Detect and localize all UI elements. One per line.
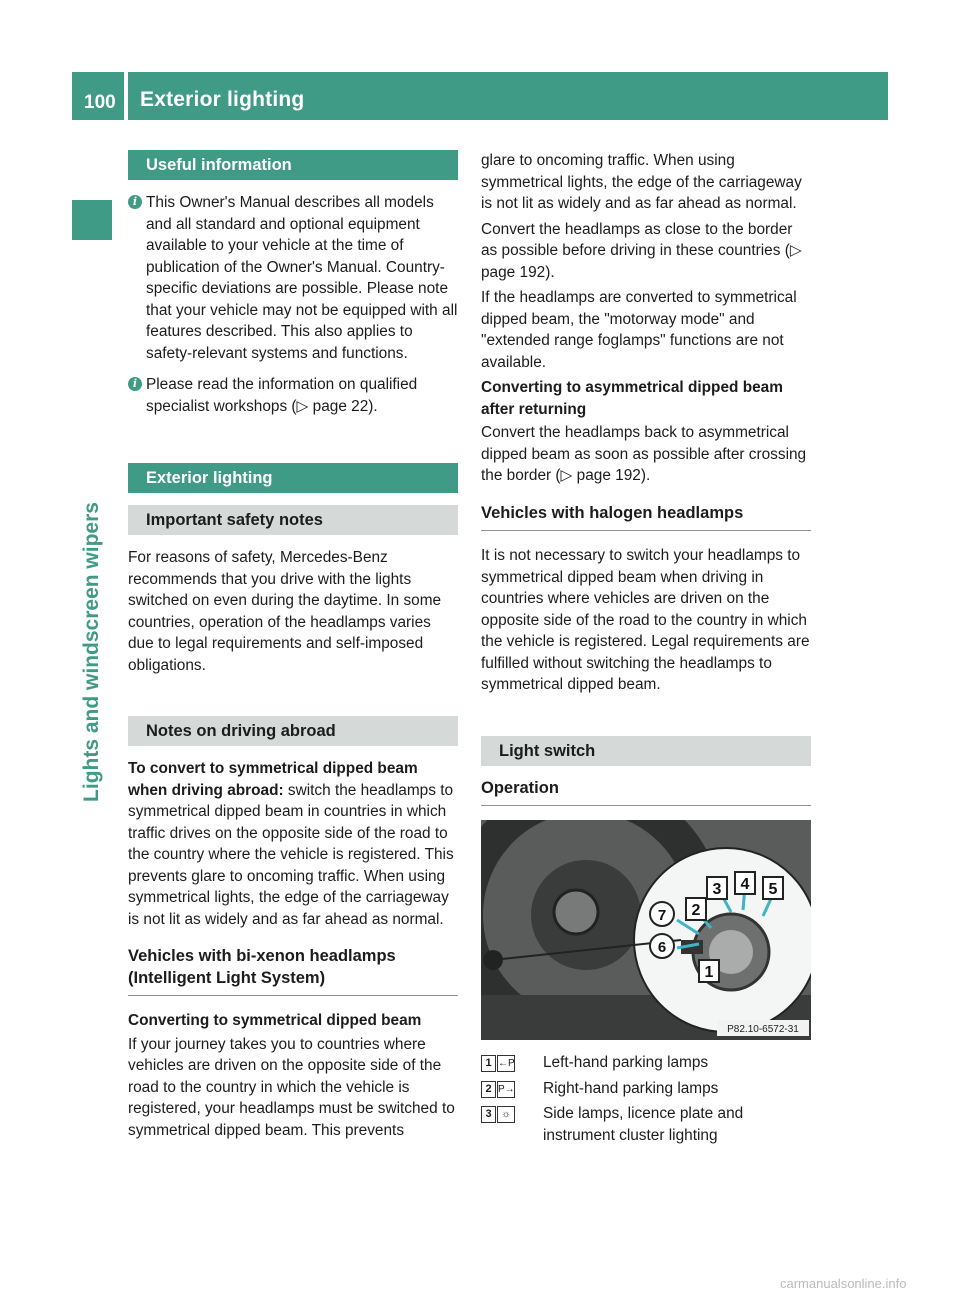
callout-1: 1 bbox=[704, 964, 714, 981]
dashboard-illustration bbox=[481, 820, 811, 1040]
callout-3: 3 bbox=[712, 881, 722, 898]
info-note bbox=[128, 374, 458, 417]
chapter-tab bbox=[72, 200, 112, 240]
symmetric-text: If the headlamps are converted to symmetrical dipped beam, the "motorway mode" and "extended range foglamps" functions are not available. bbox=[481, 289, 797, 371]
watermark: carmanualsonline.info bbox=[780, 1276, 907, 1291]
converting-asymmetrical-heading: Converting to asymmetrical dipped beam after returning bbox=[481, 379, 783, 418]
page-number: 100 bbox=[84, 92, 116, 113]
header-divider bbox=[124, 72, 128, 120]
legend-text: Right-hand parking lamps bbox=[543, 1079, 719, 1097]
safety-text: For reasons of safety, Mercedes-Benz recommends that you drive with the lights switched on even during the daytime. In some countries, operation of the headlamps varies due to legal requirements and self-imposed obligations. bbox=[128, 549, 442, 674]
left-column bbox=[128, 150, 458, 1145]
useful-information-heading: Useful information bbox=[128, 150, 458, 180]
exterior-lighting-heading: Exterior lighting bbox=[128, 463, 458, 493]
converting-asymmetrical-text: Convert the headlamps back to asymmetrical dipped beam as soon as possible after crossing the border (▷ page 192). bbox=[481, 424, 807, 484]
abroad-lead: To convert to symmetrical dipped beam when driving abroad: bbox=[128, 760, 418, 799]
right-column bbox=[481, 150, 811, 1150]
callout-2: 2 bbox=[691, 902, 701, 919]
operation-heading: Operation bbox=[481, 778, 811, 807]
legend-number: 3 bbox=[481, 1106, 496, 1123]
abroad-text: switch the headlamps to symmetrical dipped beam in countries in which traffic drives on the opposite side of the road to the country where the vehicle is registered. This prevents glare to oncoming traffic. When using symmetrical lights, the edge of the carriageway is not lit as widely and as far ahead as normal. bbox=[128, 781, 454, 928]
legend-number: 1 bbox=[481, 1055, 496, 1072]
info-text: This Owner's Manual describes all models and all standard and optional equipment available to your vehicle at the time of publication of the Owner's Manual. Country-specific deviations are possible. Please note that your vehicle may not be equipped with all features described. This also applies to safety-relevant systems and functions. bbox=[146, 194, 458, 362]
bixenon-heading: Vehicles with bi-xenon headlamps (Intelligent Light System) bbox=[128, 946, 458, 996]
info-note bbox=[128, 192, 458, 364]
halogen-text: It is not necessary to switch your headlamps to symmetrical dipped beam when driving in countries where vehicles are driven on the opposite side of the road to the country in which the vehicle is registered. Legal requirements are fulfilled without switching the headlamps to symmetrical dipped beam. bbox=[481, 547, 810, 693]
legend-number: 2 bbox=[481, 1081, 496, 1098]
chapter-label: Lights and windscreen wipers bbox=[80, 502, 103, 802]
info-icon: i bbox=[128, 195, 142, 209]
left-parking-lamp-icon: ←P bbox=[497, 1055, 515, 1072]
callout-6: 6 bbox=[657, 939, 667, 956]
side-lamps-icon: ☼ bbox=[497, 1106, 515, 1123]
driving-abroad-heading: Notes on driving abroad bbox=[128, 716, 458, 746]
callout-5: 5 bbox=[768, 881, 778, 898]
abroad-paragraph bbox=[128, 758, 458, 930]
light-switch-figure bbox=[481, 820, 811, 1040]
legend-item bbox=[481, 1103, 811, 1146]
page-title: Exterior lighting bbox=[140, 88, 305, 111]
safety-notes-heading: Important safety notes bbox=[128, 505, 458, 535]
figure-code: P82.10-6572-31 bbox=[727, 1024, 799, 1035]
legend-text: Left-hand parking lamps bbox=[543, 1054, 709, 1071]
callout-7: 7 bbox=[657, 907, 667, 924]
info-text: Please read the information on qualified specialist workshops (▷ page 22). bbox=[146, 376, 418, 415]
converting-symmetrical-heading: Converting to symmetrical dipped beam bbox=[128, 1012, 422, 1029]
callout-4: 4 bbox=[740, 876, 750, 893]
right-parking-lamp-icon: P→ bbox=[497, 1081, 515, 1098]
convert-border-text: Convert the headlamps as close to the border as possible before driving in these countries (▷ page 192). bbox=[481, 220, 802, 281]
legend-item bbox=[481, 1052, 811, 1074]
legend-item bbox=[481, 1078, 811, 1100]
halogen-heading: Vehicles with halogen headlamps bbox=[481, 503, 811, 532]
continued-text: glare to oncoming traffic. When using symmetrical lights, the edge of the carriageway is not lit as widely and as far ahead as normal. bbox=[481, 152, 802, 212]
converting-symmetrical-text: If your journey takes you to countries where vehicles are driven on the opposite side of the road to the country in which the vehicle is registered, your headlamps must be switched to symmetrical dipped beam. This prevents bbox=[128, 1035, 455, 1139]
light-switch-heading: Light switch bbox=[481, 736, 811, 766]
legend-text: Side lamps, licence plate and instrument cluster lighting bbox=[543, 1105, 744, 1144]
info-icon: i bbox=[128, 377, 142, 391]
